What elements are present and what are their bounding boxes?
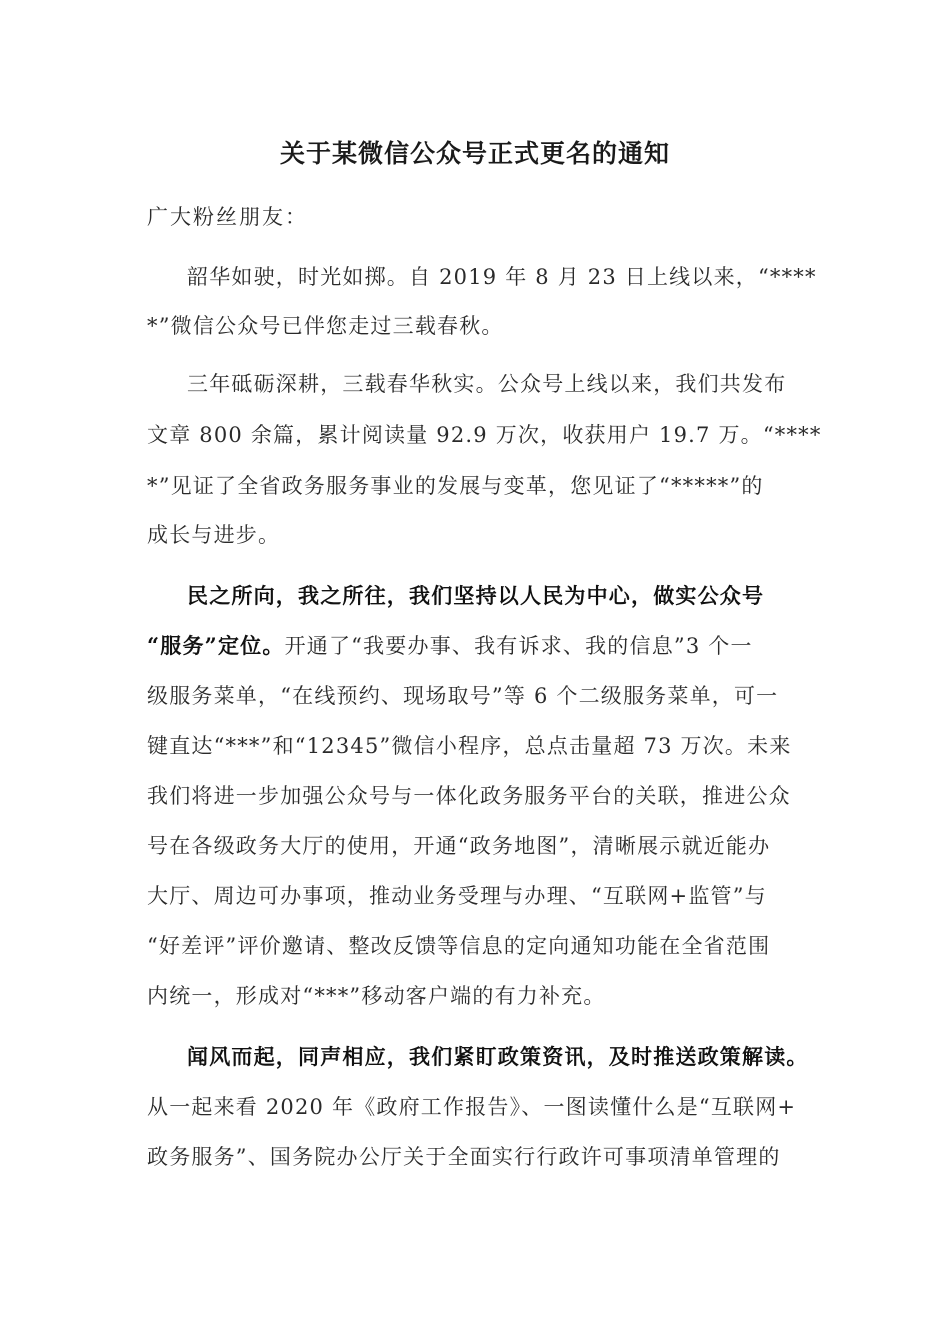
paragraph-line: 内统一，形成对“***”移动客户端的有力补充。	[147, 984, 606, 1008]
paragraph-line: 键直达“***”和“12345”微信小程序，总点击量超 73 万次。未来	[147, 734, 792, 758]
paragraph-line: *”见证了全省政务服务事业的发展与变革，您见证了“*****”的	[147, 474, 764, 498]
paragraph-line: 三年砥砺深耕，三载春华秋实。公众号上线以来，我们共发布	[187, 372, 787, 396]
paragraph-line: 我们将进一步加强公众号与一体化政务服务平台的关联，推进公众	[147, 784, 791, 808]
paragraph-line: 大厅、周边可办事项，推动业务受理与办理、“互联网+监管”与	[147, 884, 767, 908]
paragraph-line: 级服务菜单，“在线预约、现场取号”等 6 个二级服务菜单，可一	[147, 684, 779, 708]
paragraph-line: 韶华如驶，时光如掷。自 2019 年 8 月 23 日上线以来，“****	[187, 265, 817, 289]
document-title: 关于某微信公众号正式更名的通知	[279, 139, 670, 168]
paragraph-line: “服务”定位。开通了“我要办事、我有诉求、我的信息”3 个一	[147, 633, 753, 658]
paragraph-line: 从一起来看 2020 年《政府工作报告》、一图读懂什么是“互联网+	[147, 1095, 797, 1119]
paragraph-line: *”微信公众号已伴您走过三载春秋。	[147, 314, 504, 338]
paragraph-line: “好差评”评价邀请、整改反馈等信息的定向通知功能在全省范围	[147, 934, 771, 958]
paragraph-line: 民之所向，我之所往，我们坚持以人民为中心，做实公众号	[187, 583, 765, 608]
paragraph-line: 闻风而起，同声相应，我们紧盯政策资讯，及时推送政策解读。	[187, 1044, 809, 1069]
paragraph-line: 号在各级政务大厅的使用，开通“政务地图”，清晰展示就近能办	[147, 834, 771, 858]
paragraph-line: 文章 800 余篇，累计阅读量 92.9 万次，收获用户 19.7 万。“****	[147, 423, 822, 447]
paragraph-line: 政务服务”、国务院办公厅关于全面实行行政许可事项清单管理的	[147, 1145, 781, 1169]
salutation: 广大粉丝朋友：	[147, 205, 308, 229]
paragraph-line: 成长与进步。	[147, 523, 281, 547]
